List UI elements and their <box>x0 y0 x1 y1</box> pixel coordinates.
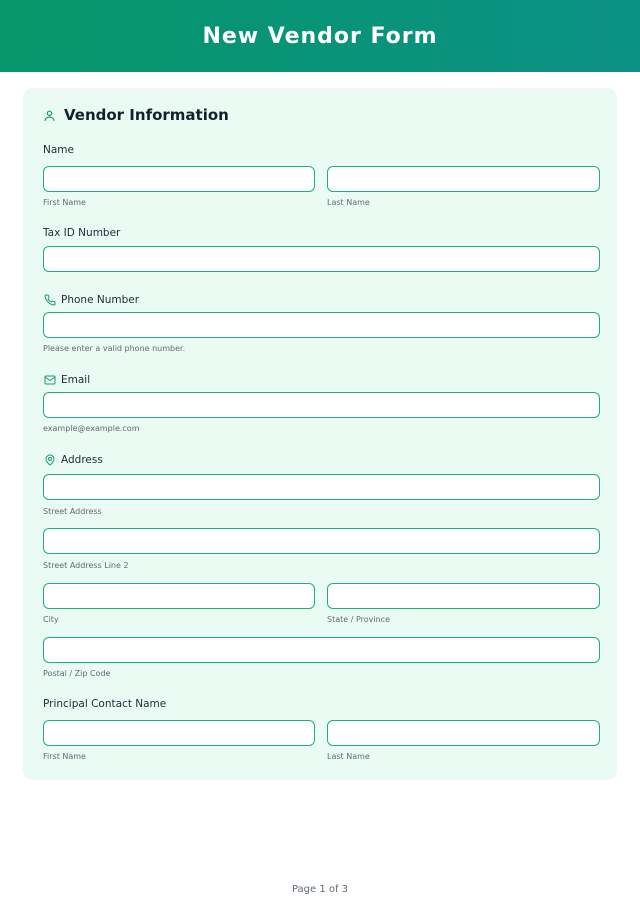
street-address-input[interactable] <box>43 474 600 500</box>
state-sublabel: State / Province <box>327 615 390 624</box>
contact-first-name-input[interactable] <box>43 720 315 746</box>
contact-last-name-sublabel: Last Name <box>327 752 370 761</box>
map-pin-icon <box>43 453 56 466</box>
email-hint: example@example.com <box>43 424 140 433</box>
phone-input[interactable] <box>43 312 600 338</box>
vendor-info-card <box>23 88 617 780</box>
tax-id-input[interactable] <box>43 246 600 272</box>
zip-input[interactable] <box>43 637 600 663</box>
city-sublabel: City <box>43 615 59 624</box>
page-indicator: Page 1 of 3 <box>291 884 349 895</box>
email-label <box>43 373 90 386</box>
last-name-input[interactable] <box>327 166 600 192</box>
address-label <box>43 453 103 466</box>
phone-icon <box>43 293 56 306</box>
section-title <box>43 106 229 124</box>
contact-last-name-input[interactable] <box>327 720 600 746</box>
email-label-text: Email <box>61 373 91 386</box>
tax-id-label-text: Tax ID Number <box>43 227 121 239</box>
form-header <box>0 0 640 72</box>
phone-label <box>43 293 139 306</box>
mail-icon <box>43 373 56 386</box>
section-title-text: Vendor Information <box>64 106 229 124</box>
contact-first-name-sublabel: First Name <box>43 752 86 761</box>
street-address-sublabel: Street Address <box>43 507 102 516</box>
tax-id-label <box>43 227 120 239</box>
zip-sublabel: Postal / Zip Code <box>43 669 111 678</box>
user-icon <box>43 109 56 122</box>
name-label-text: Name <box>43 144 74 156</box>
principal-contact-label <box>43 698 166 710</box>
first-name-input[interactable] <box>43 166 315 192</box>
phone-label-text: Phone Number <box>61 293 140 306</box>
street-address-2-sublabel: Street Address Line 2 <box>43 561 129 570</box>
phone-hint: Please enter a valid phone number. <box>43 344 186 353</box>
form-title: New Vendor Form <box>202 23 438 49</box>
street-address-2-input[interactable] <box>43 528 600 554</box>
state-input[interactable] <box>327 583 600 609</box>
name-label <box>43 144 74 156</box>
city-input[interactable] <box>43 583 315 609</box>
principal-contact-label-text: Principal Contact Name <box>43 698 167 710</box>
email-input[interactable] <box>43 392 600 418</box>
last-name-sublabel: Last Name <box>327 198 370 207</box>
first-name-sublabel: First Name <box>43 198 86 207</box>
address-label-text: Address <box>61 453 103 466</box>
